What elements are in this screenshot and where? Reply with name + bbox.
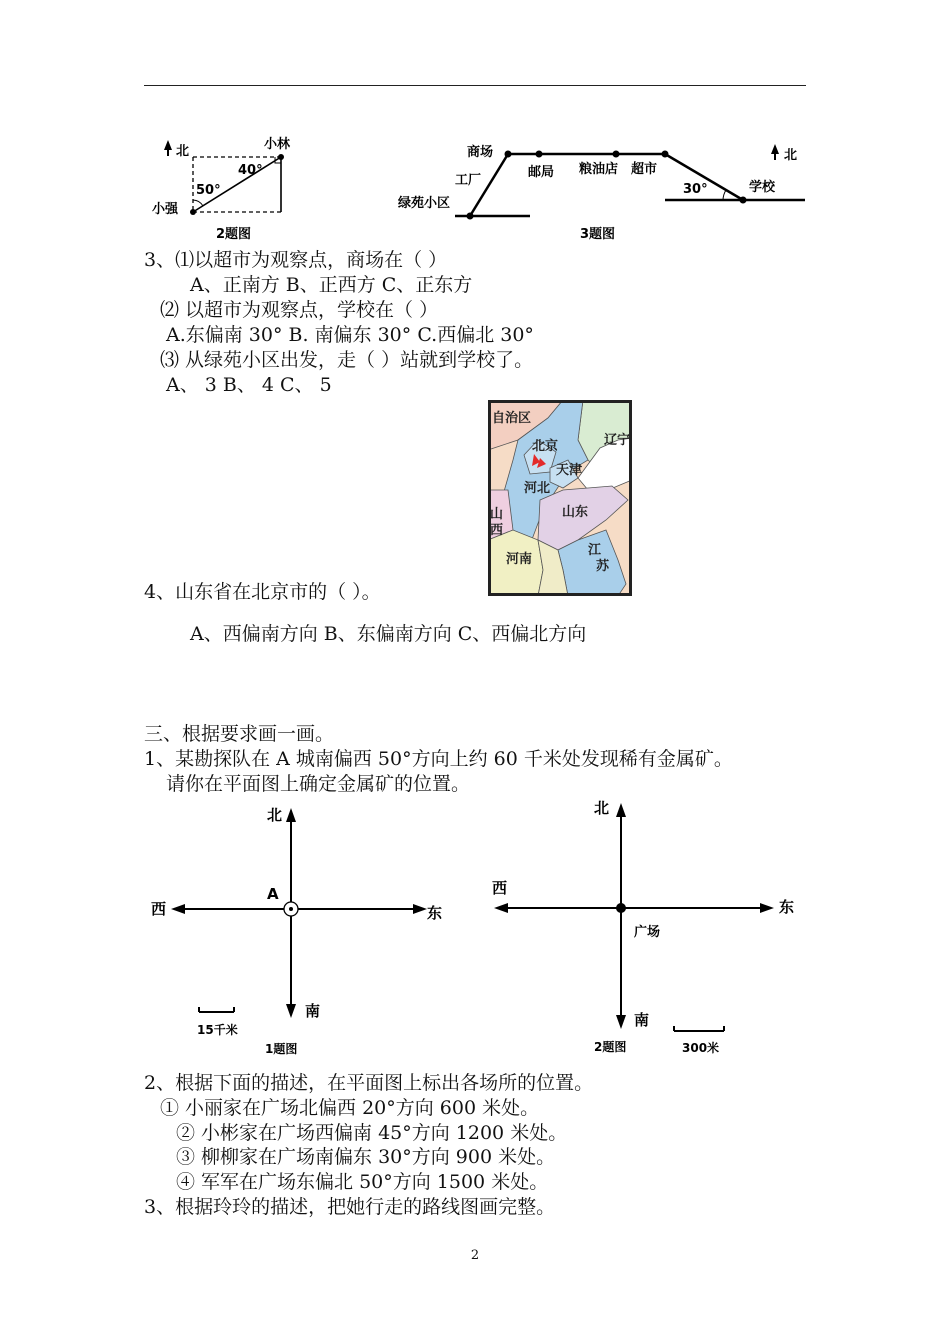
- fig2-angle-40: 40°: [238, 163, 263, 178]
- q3-options-1: A、正南方 B、正西方 C、正东方: [190, 274, 473, 296]
- map-shan: 山: [490, 507, 504, 522]
- header-rule: [144, 85, 806, 86]
- south-arrowhead-icon: [286, 1004, 296, 1018]
- q3-options-3: A、 3 B、 4 C、 5: [166, 374, 332, 396]
- map-shandong: 山东: [562, 505, 589, 520]
- d1-scale-label: 15千米: [197, 1023, 238, 1037]
- fig3-gongchang-label: 工厂: [455, 173, 482, 188]
- fig3-chaoshi-label: 超市: [631, 162, 658, 177]
- fig3-north-label: 北: [784, 148, 798, 163]
- d2-scale-label: 300米: [682, 1041, 720, 1055]
- map-zizhiqu: 自治区: [492, 411, 532, 426]
- q3-line-2: ⑵ 以超市为观察点，学校在（ ）: [160, 299, 439, 321]
- figure-3-diagram: [395, 135, 807, 243]
- fig2-angle-50: 50°: [196, 183, 221, 198]
- north-arrow-icon: [164, 140, 172, 150]
- s3-q2-item-1: ① 小丽家在广场北偏西 20°方向 600 米处。: [160, 1097, 540, 1119]
- q3-options-2: A.东偏南 30° B. 南偏东 30° C.西偏北 30°: [166, 324, 534, 346]
- fig2-xiaolin-label: 小林: [264, 137, 291, 152]
- map-su: 苏: [596, 559, 610, 574]
- d2-north: 北: [594, 799, 610, 817]
- west-arrowhead-icon: [494, 903, 508, 913]
- east-arrowhead-icon: [413, 904, 427, 914]
- map-jiang: 江: [588, 543, 602, 558]
- d2-west: 西: [492, 879, 508, 897]
- square-point-marker: [616, 903, 626, 913]
- q3-line-1: 3、⑴以超市为观察点，商场在（ ）: [144, 249, 448, 271]
- d2-south: 南: [634, 1011, 650, 1029]
- d2-caption: 2题图: [594, 1040, 627, 1054]
- fig3-caption: 3题图: [580, 227, 616, 242]
- map-xi: 西: [490, 523, 504, 538]
- fig3-liangyoudian-label: 粮油店: [579, 162, 619, 177]
- fig3-angle-30: 30°: [683, 182, 708, 197]
- d2-east: 东: [779, 898, 795, 916]
- d1-caption: 1题图: [265, 1042, 298, 1056]
- south-arrowhead-icon: [616, 1015, 626, 1029]
- north-arrowhead-icon: [616, 803, 626, 817]
- north-arrow-icon: [771, 144, 779, 154]
- direction-diagram-1: [145, 798, 460, 1060]
- s3-q2-item-2: ② 小彬家在广场西偏南 45°方向 1200 米处。: [176, 1122, 568, 1144]
- fig3-xuexiao-label: 学校: [749, 180, 776, 195]
- fig3-youju-label: 邮局: [528, 165, 555, 180]
- q3-line-3: ⑶ 从绿苑小区出发，走（ ）站就到学校了。: [160, 349, 534, 371]
- map-beijing: 北京: [532, 439, 559, 454]
- s3-q3-line: 3、根据玲玲的描述，把她行走的路线图画完整。: [144, 1196, 556, 1218]
- page-number: 2: [470, 1248, 480, 1263]
- west-arrowhead-icon: [171, 904, 185, 914]
- fig2-caption: 2题图: [216, 227, 252, 242]
- d1-east: 东: [427, 904, 443, 922]
- s3-q2-line: 2、根据下面的描述，在平面图上标出各场所的位置。: [144, 1072, 594, 1094]
- fig2-north-label: 北: [176, 144, 190, 159]
- s3-q1-line-1: 1、某勘探队在 A 城南偏西 50°方向上约 60 千米处发现稀有金属矿。: [144, 748, 733, 770]
- q4-line: 4、山东省在北京市的（ ）。: [144, 581, 381, 603]
- map-tianjin: 天津: [556, 463, 583, 478]
- d1-point-a: A: [267, 885, 279, 903]
- d1-north: 北: [267, 806, 283, 824]
- fig3-lvyuan-label: 绿苑小区: [398, 196, 451, 211]
- fig3-shangchang-label: 商场: [467, 145, 494, 160]
- s3-q2-item-3: ③ 柳柳家在广场南偏东 30°方向 900 米处。: [176, 1146, 556, 1168]
- east-arrowhead-icon: [760, 903, 774, 913]
- fig2-xiaoqiang-label: 小强: [152, 202, 179, 217]
- d1-south: 南: [305, 1002, 321, 1020]
- section-3-heading: 三、根据要求画一画。: [144, 723, 335, 745]
- q4-options: A、西偏南方向 B、东偏南方向 C、西偏北方向: [190, 623, 587, 645]
- direction-diagram-2: [488, 795, 808, 1060]
- s3-q1-line-2: 请你在平面图上确定金属矿的位置。: [166, 773, 471, 795]
- shandong-region-map: [488, 400, 632, 596]
- s3-q2-item-4: ④ 军军在广场东偏北 50°方向 1500 米处。: [176, 1171, 549, 1193]
- d2-center-label: 广场: [634, 925, 661, 940]
- map-hebei: 河北: [524, 481, 551, 496]
- map-liaoning: 辽宁: [604, 433, 631, 448]
- d1-west: 西: [151, 900, 167, 918]
- map-henan: 河南: [506, 552, 533, 567]
- north-arrowhead-icon: [286, 808, 296, 822]
- figure-2-diagram: [140, 128, 365, 246]
